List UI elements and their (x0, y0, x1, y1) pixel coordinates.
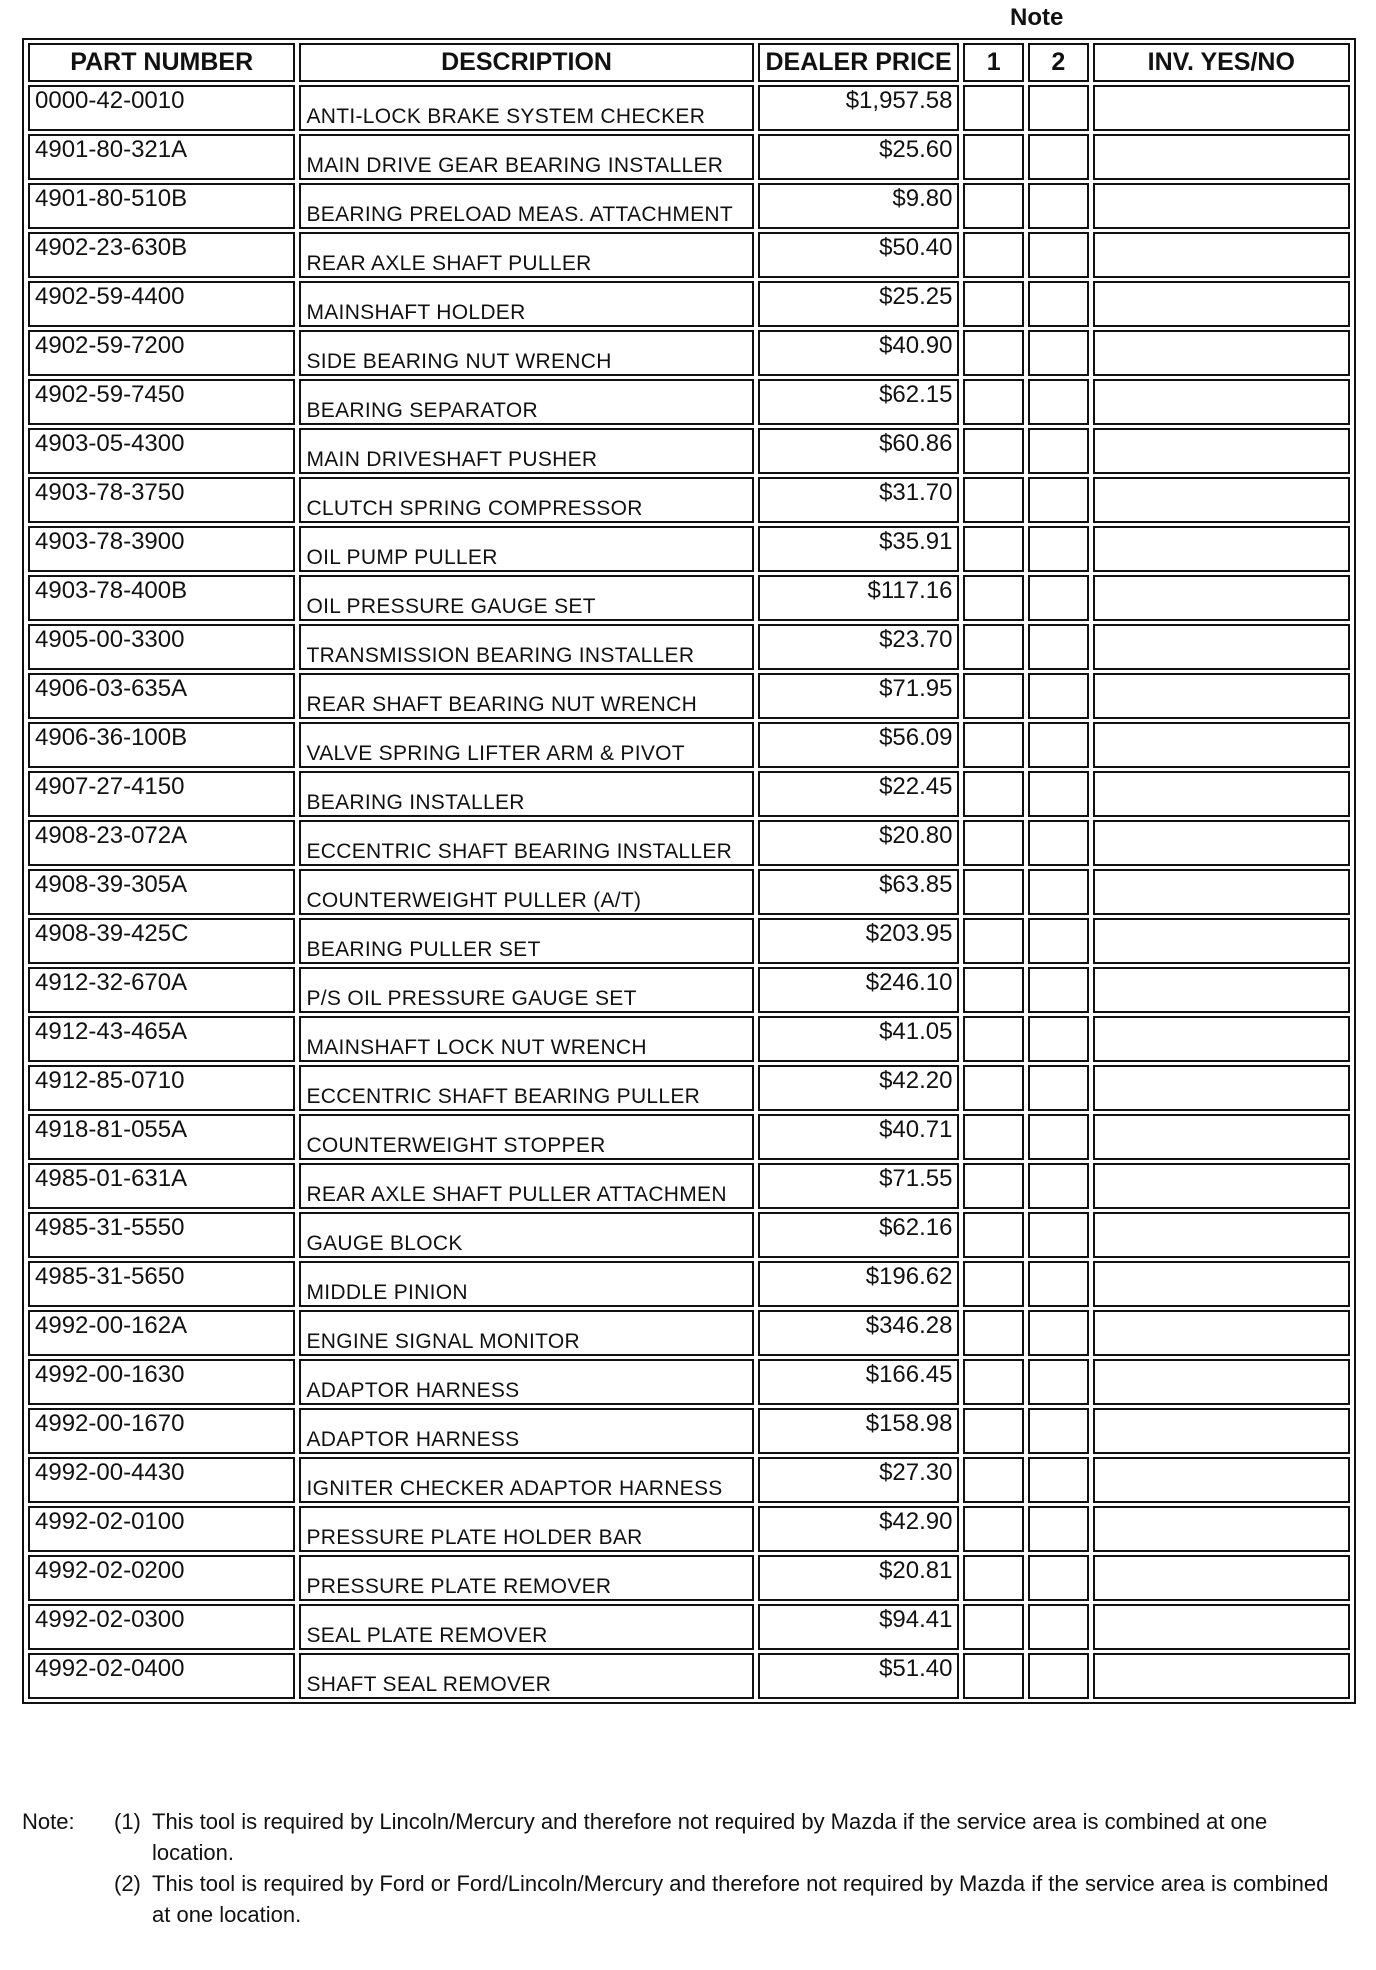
cell-part-number: 4908-23-072A (28, 820, 295, 866)
cell-part-number: 4992-00-162A (28, 1310, 295, 1356)
cell-part-number: 4907-27-4150 (28, 771, 295, 817)
cell-inventory (1093, 1604, 1350, 1650)
table-row (28, 1310, 1350, 1356)
parts-table (22, 38, 1356, 1704)
cell-note-1 (963, 771, 1024, 817)
cell-note-2 (1028, 1359, 1089, 1405)
table-row (28, 281, 1350, 327)
cell-note-2 (1028, 1506, 1089, 1552)
cell-description: COUNTERWEIGHT STOPPER (299, 1114, 753, 1160)
table-row (28, 869, 1350, 915)
cell-note-1 (963, 820, 1024, 866)
col-header-note-1: 1 (963, 43, 1024, 82)
table-row (28, 379, 1350, 425)
cell-inventory (1093, 379, 1350, 425)
cell-note-1 (963, 575, 1024, 621)
footnote-item (114, 1806, 1342, 1868)
cell-description: VALVE SPRING LIFTER ARM & PIVOT (299, 722, 753, 768)
cell-dealer-price: $158.98 (758, 1408, 960, 1454)
col-header-inventory: INV. YES/NO (1093, 43, 1350, 82)
cell-note-2 (1028, 1016, 1089, 1062)
cell-note-1 (963, 1212, 1024, 1258)
table-row (28, 1457, 1350, 1503)
table-row (28, 1555, 1350, 1601)
table-row (28, 967, 1350, 1013)
cell-dealer-price: $22.45 (758, 771, 960, 817)
cell-description: BEARING SEPARATOR (299, 379, 753, 425)
cell-part-number: 4902-59-7450 (28, 379, 295, 425)
table-row (28, 1408, 1350, 1454)
cell-note-1 (963, 722, 1024, 768)
cell-note-2 (1028, 1261, 1089, 1307)
table-row (28, 330, 1350, 376)
cell-note-1 (963, 281, 1024, 327)
cell-note-2 (1028, 428, 1089, 474)
cell-part-number: 4912-43-465A (28, 1016, 295, 1062)
note-column-group-header: Note (1010, 4, 1064, 31)
cell-inventory (1093, 575, 1350, 621)
cell-note-2 (1028, 1212, 1089, 1258)
cell-dealer-price: $25.60 (758, 134, 960, 180)
footnote-list (114, 1806, 1342, 1930)
footnote-text: This tool is required by Ford or Ford/Lincoln/Mercury and therefore not required by Mazda if the service area is combined at one location. (152, 1871, 1329, 1927)
table-row (28, 232, 1350, 278)
footnote-number: (1) (114, 1809, 141, 1834)
cell-inventory (1093, 1408, 1350, 1454)
table-row (28, 820, 1350, 866)
cell-part-number: 4985-31-5550 (28, 1212, 295, 1258)
cell-part-number: 4912-32-670A (28, 967, 295, 1013)
cell-inventory (1093, 1163, 1350, 1209)
cell-note-2 (1028, 526, 1089, 572)
cell-note-1 (963, 232, 1024, 278)
col-header-description: DESCRIPTION (299, 43, 753, 82)
cell-part-number: 4992-00-4430 (28, 1457, 295, 1503)
cell-note-2 (1028, 1114, 1089, 1160)
cell-dealer-price: $246.10 (758, 967, 960, 1013)
table-row (28, 1114, 1350, 1160)
cell-inventory (1093, 1016, 1350, 1062)
cell-description: IGNITER CHECKER ADAPTOR HARNESS (299, 1457, 753, 1503)
cell-inventory (1093, 526, 1350, 572)
cell-part-number: 4918-81-055A (28, 1114, 295, 1160)
table-row (28, 624, 1350, 670)
cell-note-2 (1028, 918, 1089, 964)
cell-inventory (1093, 1653, 1350, 1699)
cell-description: ECCENTRIC SHAFT BEARING INSTALLER (299, 820, 753, 866)
cell-description: OIL PRESSURE GAUGE SET (299, 575, 753, 621)
cell-note-1 (963, 428, 1024, 474)
cell-part-number: 4902-23-630B (28, 232, 295, 278)
cell-note-1 (963, 1653, 1024, 1699)
cell-inventory (1093, 1555, 1350, 1601)
table-row (28, 722, 1350, 768)
table-row (28, 85, 1350, 131)
cell-note-1 (963, 1163, 1024, 1209)
cell-description: BEARING PULLER SET (299, 918, 753, 964)
cell-dealer-price: $166.45 (758, 1359, 960, 1405)
table-row (28, 1016, 1350, 1062)
footnote-text: This tool is required by Lincoln/Mercury and therefore not required by Mazda if the service area is combined at one location. (152, 1809, 1268, 1865)
cell-description: MAIN DRIVESHAFT PUSHER (299, 428, 753, 474)
cell-inventory (1093, 183, 1350, 229)
parts-table-container (22, 38, 1356, 1704)
cell-part-number: 4906-36-100B (28, 722, 295, 768)
cell-description: P/S OIL PRESSURE GAUGE SET (299, 967, 753, 1013)
cell-note-2 (1028, 85, 1089, 131)
cell-description: SHAFT SEAL REMOVER (299, 1653, 753, 1699)
cell-inventory (1093, 722, 1350, 768)
cell-note-1 (963, 134, 1024, 180)
cell-description: OIL PUMP PULLER (299, 526, 753, 572)
cell-note-1 (963, 183, 1024, 229)
cell-note-2 (1028, 1065, 1089, 1111)
cell-dealer-price: $62.16 (758, 1212, 960, 1258)
cell-part-number: 4905-00-3300 (28, 624, 295, 670)
cell-description: COUNTERWEIGHT PULLER (A/T) (299, 869, 753, 915)
cell-note-1 (963, 1114, 1024, 1160)
cell-note-1 (963, 1261, 1024, 1307)
cell-part-number: 4985-01-631A (28, 1163, 295, 1209)
cell-description: TRANSMISSION BEARING INSTALLER (299, 624, 753, 670)
cell-part-number: 4992-02-0200 (28, 1555, 295, 1601)
cell-inventory (1093, 1212, 1350, 1258)
table-row (28, 1506, 1350, 1552)
cell-note-1 (963, 869, 1024, 915)
table-row (28, 1065, 1350, 1111)
cell-dealer-price: $71.55 (758, 1163, 960, 1209)
cell-part-number: 4903-78-3900 (28, 526, 295, 572)
cell-note-1 (963, 526, 1024, 572)
cell-note-2 (1028, 869, 1089, 915)
cell-note-1 (963, 624, 1024, 670)
cell-description: BEARING INSTALLER (299, 771, 753, 817)
cell-dealer-price: $117.16 (758, 575, 960, 621)
cell-note-1 (963, 1065, 1024, 1111)
cell-description: ANTI-LOCK BRAKE SYSTEM CHECKER (299, 85, 753, 131)
cell-part-number: 4992-00-1630 (28, 1359, 295, 1405)
cell-note-1 (963, 1457, 1024, 1503)
cell-description: PRESSURE PLATE REMOVER (299, 1555, 753, 1601)
cell-inventory (1093, 134, 1350, 180)
cell-description: CLUTCH SPRING COMPRESSOR (299, 477, 753, 523)
cell-dealer-price: $27.30 (758, 1457, 960, 1503)
cell-dealer-price: $42.20 (758, 1065, 960, 1111)
cell-description: SIDE BEARING NUT WRENCH (299, 330, 753, 376)
table-row (28, 1653, 1350, 1699)
footnote-number: (2) (114, 1871, 141, 1896)
cell-dealer-price: $62.15 (758, 379, 960, 425)
cell-dealer-price: $71.95 (758, 673, 960, 719)
cell-inventory (1093, 1065, 1350, 1111)
cell-note-2 (1028, 820, 1089, 866)
cell-dealer-price: $203.95 (758, 918, 960, 964)
cell-note-2 (1028, 477, 1089, 523)
cell-part-number: 4906-03-635A (28, 673, 295, 719)
cell-note-2 (1028, 330, 1089, 376)
cell-inventory (1093, 330, 1350, 376)
col-header-part-number: PART NUMBER (28, 43, 295, 82)
cell-part-number: 4985-31-5650 (28, 1261, 295, 1307)
cell-note-2 (1028, 1653, 1089, 1699)
cell-part-number: 4902-59-7200 (28, 330, 295, 376)
cell-description: ADAPTOR HARNESS (299, 1359, 753, 1405)
cell-note-2 (1028, 1555, 1089, 1601)
cell-note-1 (963, 1016, 1024, 1062)
cell-note-2 (1028, 673, 1089, 719)
cell-dealer-price: $94.41 (758, 1604, 960, 1650)
footnote-label: Note: (22, 1809, 75, 1834)
footnote-item (114, 1868, 1342, 1930)
cell-dealer-price: $35.91 (758, 526, 960, 572)
cell-inventory (1093, 428, 1350, 474)
cell-part-number: 4992-02-0300 (28, 1604, 295, 1650)
cell-dealer-price: $40.71 (758, 1114, 960, 1160)
cell-dealer-price: $346.28 (758, 1310, 960, 1356)
cell-note-2 (1028, 1310, 1089, 1356)
cell-dealer-price: $51.40 (758, 1653, 960, 1699)
cell-inventory (1093, 673, 1350, 719)
cell-inventory (1093, 967, 1350, 1013)
cell-inventory (1093, 820, 1350, 866)
col-header-note-2: 2 (1028, 43, 1089, 82)
cell-note-2 (1028, 624, 1089, 670)
cell-note-1 (963, 330, 1024, 376)
cell-dealer-price: $25.25 (758, 281, 960, 327)
cell-description: SEAL PLATE REMOVER (299, 1604, 753, 1650)
cell-dealer-price: $40.90 (758, 330, 960, 376)
cell-note-2 (1028, 1604, 1089, 1650)
cell-note-2 (1028, 1408, 1089, 1454)
table-row (28, 1359, 1350, 1405)
table-row (28, 918, 1350, 964)
cell-dealer-price: $20.81 (758, 1555, 960, 1601)
cell-part-number: 4903-78-400B (28, 575, 295, 621)
cell-dealer-price: $42.90 (758, 1506, 960, 1552)
cell-note-1 (963, 967, 1024, 1013)
col-header-dealer-price: DEALER PRICE (758, 43, 960, 82)
table-row (28, 1604, 1350, 1650)
cell-part-number: 4992-02-0400 (28, 1653, 295, 1699)
cell-inventory (1093, 869, 1350, 915)
cell-part-number: 4992-02-0100 (28, 1506, 295, 1552)
cell-note-1 (963, 1604, 1024, 1650)
cell-description: ENGINE SIGNAL MONITOR (299, 1310, 753, 1356)
cell-description: MIDDLE PINION (299, 1261, 753, 1307)
cell-inventory (1093, 281, 1350, 327)
cell-description: REAR AXLE SHAFT PULLER ATTACHMEN (299, 1163, 753, 1209)
cell-dealer-price: $41.05 (758, 1016, 960, 1062)
cell-dealer-price: $20.80 (758, 820, 960, 866)
table-row (28, 526, 1350, 572)
cell-note-1 (963, 477, 1024, 523)
cell-note-2 (1028, 232, 1089, 278)
table-row (28, 1261, 1350, 1307)
cell-dealer-price: $63.85 (758, 869, 960, 915)
cell-description: ADAPTOR HARNESS (299, 1408, 753, 1454)
cell-part-number: 4903-78-3750 (28, 477, 295, 523)
cell-part-number: 0000-42-0010 (28, 85, 295, 131)
table-row (28, 771, 1350, 817)
cell-note-1 (963, 1506, 1024, 1552)
cell-note-1 (963, 1408, 1024, 1454)
table-row (28, 1212, 1350, 1258)
cell-note-2 (1028, 183, 1089, 229)
cell-note-2 (1028, 575, 1089, 621)
footnotes (22, 1806, 1342, 1930)
cell-description: MAINSHAFT LOCK NUT WRENCH (299, 1016, 753, 1062)
cell-inventory (1093, 1114, 1350, 1160)
cell-dealer-price: $196.62 (758, 1261, 960, 1307)
cell-part-number: 4992-00-1670 (28, 1408, 295, 1454)
cell-description: MAIN DRIVE GEAR BEARING INSTALLER (299, 134, 753, 180)
cell-inventory (1093, 1310, 1350, 1356)
cell-note-1 (963, 85, 1024, 131)
cell-note-1 (963, 918, 1024, 964)
cell-part-number: 4901-80-321A (28, 134, 295, 180)
table-body (28, 85, 1350, 1699)
cell-inventory (1093, 85, 1350, 131)
cell-inventory (1093, 1359, 1350, 1405)
table-header-row (28, 43, 1350, 82)
cell-inventory (1093, 232, 1350, 278)
cell-dealer-price: $31.70 (758, 477, 960, 523)
cell-inventory (1093, 771, 1350, 817)
cell-note-2 (1028, 134, 1089, 180)
cell-dealer-price: $9.80 (758, 183, 960, 229)
cell-inventory (1093, 1261, 1350, 1307)
cell-part-number: 4912-85-0710 (28, 1065, 295, 1111)
cell-inventory (1093, 918, 1350, 964)
cell-description: GAUGE BLOCK (299, 1212, 753, 1258)
cell-part-number: 4908-39-305A (28, 869, 295, 915)
cell-note-2 (1028, 379, 1089, 425)
cell-note-1 (963, 1359, 1024, 1405)
table-row (28, 477, 1350, 523)
cell-dealer-price: $23.70 (758, 624, 960, 670)
table-row (28, 134, 1350, 180)
table-row (28, 575, 1350, 621)
cell-inventory (1093, 1506, 1350, 1552)
cell-inventory (1093, 477, 1350, 523)
cell-note-2 (1028, 967, 1089, 1013)
cell-part-number: 4908-39-425C (28, 918, 295, 964)
cell-inventory (1093, 1457, 1350, 1503)
table-row (28, 673, 1350, 719)
cell-description: ECCENTRIC SHAFT BEARING PULLER (299, 1065, 753, 1111)
cell-note-1 (963, 379, 1024, 425)
cell-note-1 (963, 673, 1024, 719)
cell-dealer-price: $1,957.58 (758, 85, 960, 131)
cell-description: MAINSHAFT HOLDER (299, 281, 753, 327)
cell-note-2 (1028, 1457, 1089, 1503)
cell-description: BEARING PRELOAD MEAS. ATTACHMENT (299, 183, 753, 229)
cell-description: REAR SHAFT BEARING NUT WRENCH (299, 673, 753, 719)
cell-dealer-price: $56.09 (758, 722, 960, 768)
cell-note-2 (1028, 1163, 1089, 1209)
cell-note-1 (963, 1555, 1024, 1601)
cell-inventory (1093, 624, 1350, 670)
cell-description: PRESSURE PLATE HOLDER BAR (299, 1506, 753, 1552)
cell-note-2 (1028, 281, 1089, 327)
cell-note-2 (1028, 722, 1089, 768)
cell-dealer-price: $50.40 (758, 232, 960, 278)
table-row (28, 1163, 1350, 1209)
cell-part-number: 4901-80-510B (28, 183, 295, 229)
table-row (28, 428, 1350, 474)
cell-part-number: 4903-05-4300 (28, 428, 295, 474)
cell-note-2 (1028, 771, 1089, 817)
cell-dealer-price: $60.86 (758, 428, 960, 474)
cell-note-1 (963, 1310, 1024, 1356)
cell-description: REAR AXLE SHAFT PULLER (299, 232, 753, 278)
table-row (28, 183, 1350, 229)
cell-part-number: 4902-59-4400 (28, 281, 295, 327)
